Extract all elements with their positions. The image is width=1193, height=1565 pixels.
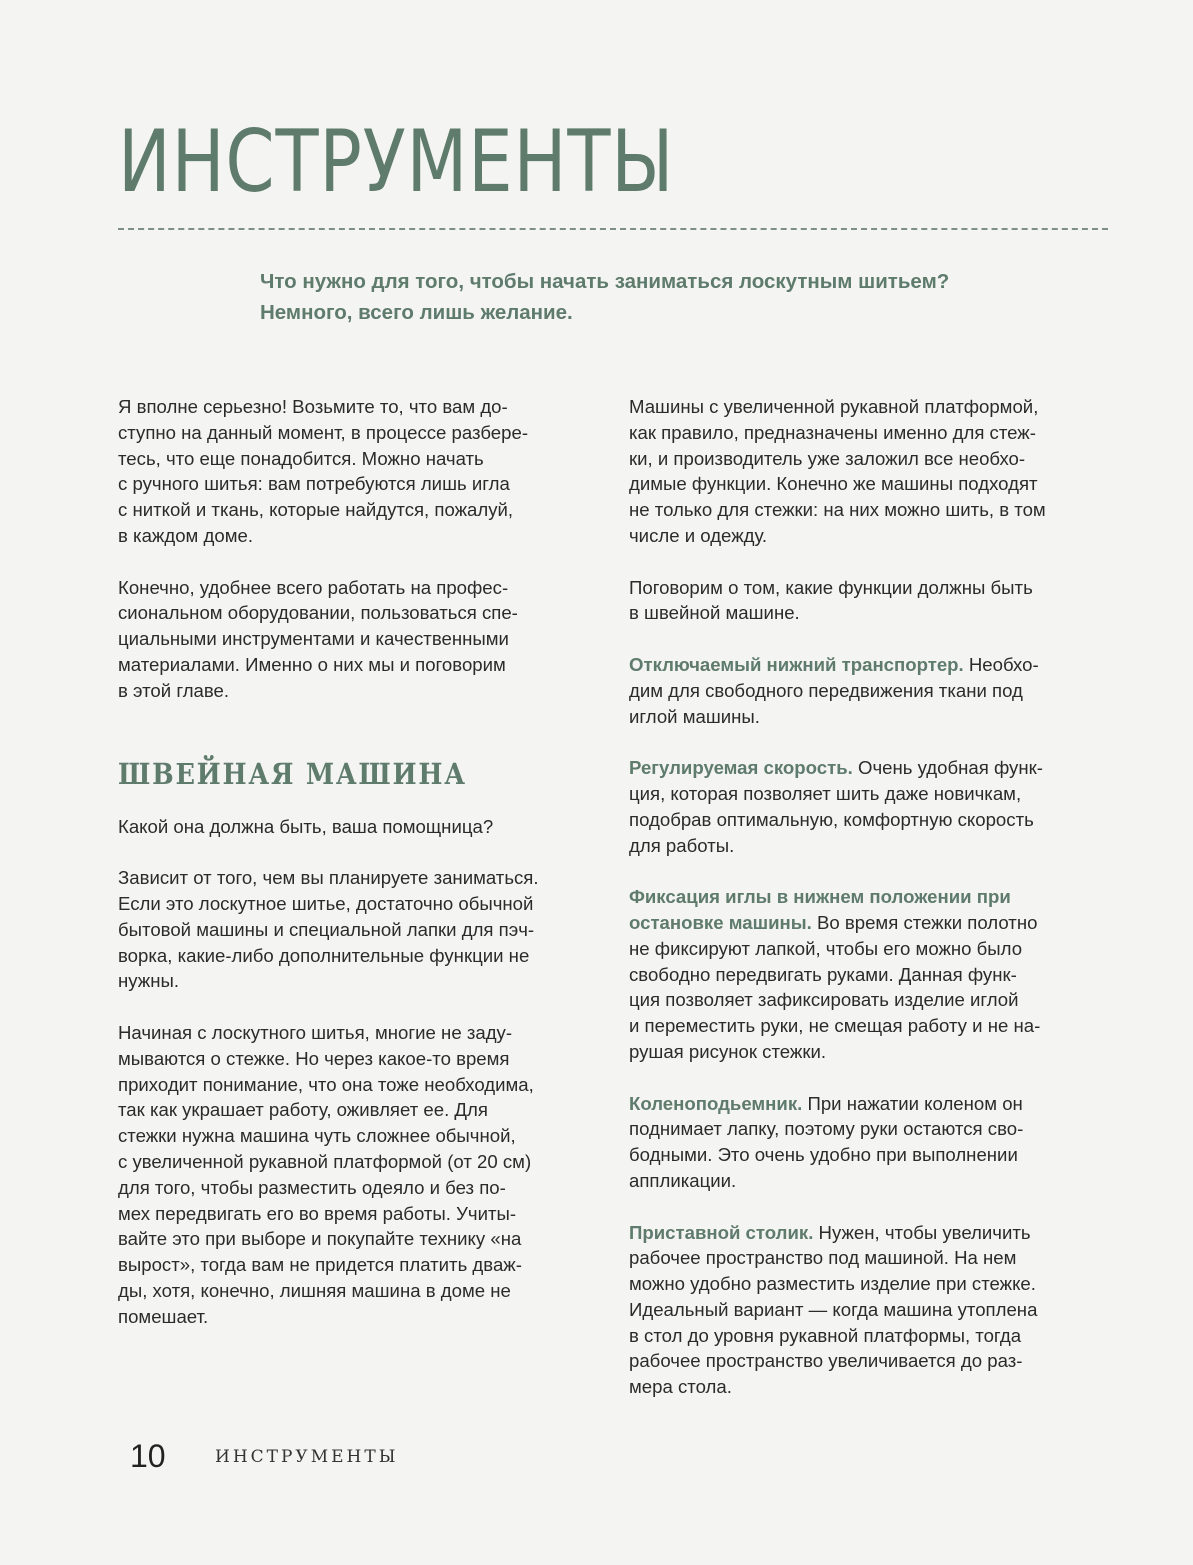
text-line: димые функции. Конечно же машины подходят [629, 473, 1038, 495]
text-line: рабочее пространство под машиной. На нем [629, 1247, 1017, 1269]
text-line: При нажатии коленом он [802, 1092, 1023, 1114]
feature-needle-down [629, 884, 1109, 1065]
right-paragraph-1 [629, 394, 1109, 549]
text-line: подобрав оптимальную, комфортную скорость [629, 808, 1034, 830]
text-line: с ниткой и ткань, которые найдутся, пожалуй, [118, 499, 514, 521]
text-line: Поговорим о том, какие функции должны быть [629, 576, 1033, 598]
running-footer: ИНСТРУМЕНТЫ [215, 1447, 399, 1467]
text-line: Машины с увеличенной рукавной платформой, [629, 396, 1039, 417]
text-line: бодными. Это очень удобно при выполнении [629, 1144, 1018, 1166]
lead-line-1: Что нужно для того, чтобы начать заниматься лоскутным шитьем? [260, 270, 950, 293]
left-column [118, 394, 596, 1355]
text-line: Если это лоскутное шитье, достаточно обычной [118, 892, 534, 914]
text-line: так как украшает работу, оживляет ее. Для [118, 1099, 488, 1121]
text-line: приходит понимание, что она тоже необходима, [118, 1073, 534, 1095]
feature-label: Регулируемая скорость. [629, 757, 853, 779]
text-line: иглой машины. [629, 705, 760, 727]
text-line: и переместить руки, не смещая работу и не на- [629, 1015, 1041, 1037]
section-heading-sewing-machine: ШВЕЙНАЯ МАШИНА [118, 756, 467, 791]
page-title: ИНСТРУМЕНТЫ [118, 112, 675, 212]
right-paragraph-2 [629, 575, 1109, 627]
text-line: числе и одежду. [629, 524, 768, 546]
lead-line-2: Немного, всего лишь желание. [260, 301, 573, 324]
text-line: с увеличенной рукавной платформой (от 20 см) [118, 1150, 532, 1172]
text-line: не фиксируют лапкой, чтобы его можно было [629, 937, 1023, 959]
text-line: Зависит от того, чем вы планируете заниматься. [118, 867, 539, 889]
text-line: помешает. [118, 1305, 209, 1327]
text-line: материалами. Именно о них мы и поговорим [118, 653, 506, 675]
text-line: аппликации. [629, 1169, 737, 1191]
right-column [629, 394, 1109, 1426]
text-line: свободно передвигать руками. Данная функ- [629, 963, 1017, 985]
text-line: Конечно, удобнее всего работать на профес- [118, 576, 509, 598]
text-line: рабочее пространство увеличивается до раз- [629, 1350, 1023, 1372]
text-line: можно удобно разместить изделие при стежке. [629, 1273, 1036, 1295]
feature-knee-lifter [629, 1091, 1109, 1194]
page-number: 10 [130, 1438, 166, 1474]
text-line: в каждом доме. [118, 524, 253, 546]
section-paragraph-2 [118, 865, 596, 994]
text-line: дим для свободного передвижения ткани под [629, 679, 1023, 701]
lead-text [260, 266, 1100, 328]
text-line: Начиная с лоскутного шитья, многие не заду- [118, 1021, 513, 1043]
section-paragraph-3 [118, 1020, 596, 1330]
intro-paragraph-1 [118, 394, 596, 549]
text-line: мера стола. [629, 1376, 732, 1398]
text-line: Нужен, чтобы увеличить [813, 1221, 1031, 1243]
text-line: рушая рисунок стежки. [629, 1040, 827, 1062]
text-line: не только для стежки: на них можно шить, в том [629, 499, 1046, 521]
text-line: ды, хотя, конечно, лишняя машина в доме не [118, 1279, 511, 1301]
intro-paragraph-2 [118, 575, 596, 704]
text-line: Идеальный вариант — когда машина утоплена [629, 1298, 1038, 1320]
text-line: циальными инструментами и качественными [118, 628, 509, 650]
text-line: для того, чтобы разместить одеяло и без по- [118, 1176, 506, 1198]
text-line: мех передвигать его во время работы. Учиты- [118, 1202, 517, 1224]
text-line: поднимает лапку, поэтому руки остаются сво- [629, 1118, 1024, 1140]
feature-label: Отключаемый нижний транспортер. [629, 653, 964, 675]
text-line: стежки нужна машина чуть сложнее обычной, [118, 1125, 516, 1147]
text-line: вырост», тогда вам не придется платить дваж- [118, 1254, 522, 1276]
text-line: ки, и производитель уже заложил все необхо- [629, 447, 1026, 469]
text-line: нужны. [118, 970, 180, 992]
text-line: для работы. [629, 834, 735, 856]
text-line: вайте это при выборе и покупайте технику «на [118, 1228, 522, 1250]
feature-extension-table [629, 1220, 1109, 1401]
feature-label: Приставной столик. [629, 1221, 814, 1243]
text-line: бытовой машины и специальной лапки для пэч- [118, 918, 535, 940]
text-line: ступно на данный момент, в процессе разбере- [118, 421, 529, 443]
feature-label: Фиксация иглы в нижнем положении при остановке машины. [629, 886, 1011, 933]
feature-speed [629, 755, 1109, 858]
text-line: ция позволяет зафиксировать изделие иглой [629, 989, 1019, 1011]
text-line: в этой главе. [118, 679, 230, 701]
text-line: Какой она должна быть, ваша помощница? [118, 815, 494, 837]
text-line: Очень удобная функ- [852, 757, 1043, 779]
text-line: тесь, что еще понадобится. Можно начать [118, 447, 484, 469]
text-line: как правило, предназначены именно для стеж- [629, 421, 1036, 443]
text-line: Во время стежки полотно [811, 911, 1038, 933]
text-line: с ручного шитья: вам потребуются лишь игла [118, 473, 510, 495]
text-line: мываются о стежке. Но через какое-то время [118, 1047, 510, 1069]
text-line: ция, которая позволяет шить даже новичкам, [629, 782, 1022, 804]
text-line: в стол до уровня рукавной платформы, тогда [629, 1324, 1022, 1346]
feature-label: Коленоподьемник. [629, 1092, 803, 1114]
text-line: Необхо- [963, 653, 1039, 675]
text-line: Я вполне серьезно! Возьмите то, что вам до- [118, 396, 508, 417]
section-paragraph-1 [118, 814, 596, 840]
text-line: сиональном оборудовании, пользоваться спе- [118, 602, 518, 624]
feature-feed-dogs [629, 652, 1109, 729]
text-line: ворка, какие-либо дополнительные функции не [118, 944, 530, 966]
text-line: в швейной машине. [629, 602, 800, 624]
dashed-divider [118, 228, 1108, 230]
